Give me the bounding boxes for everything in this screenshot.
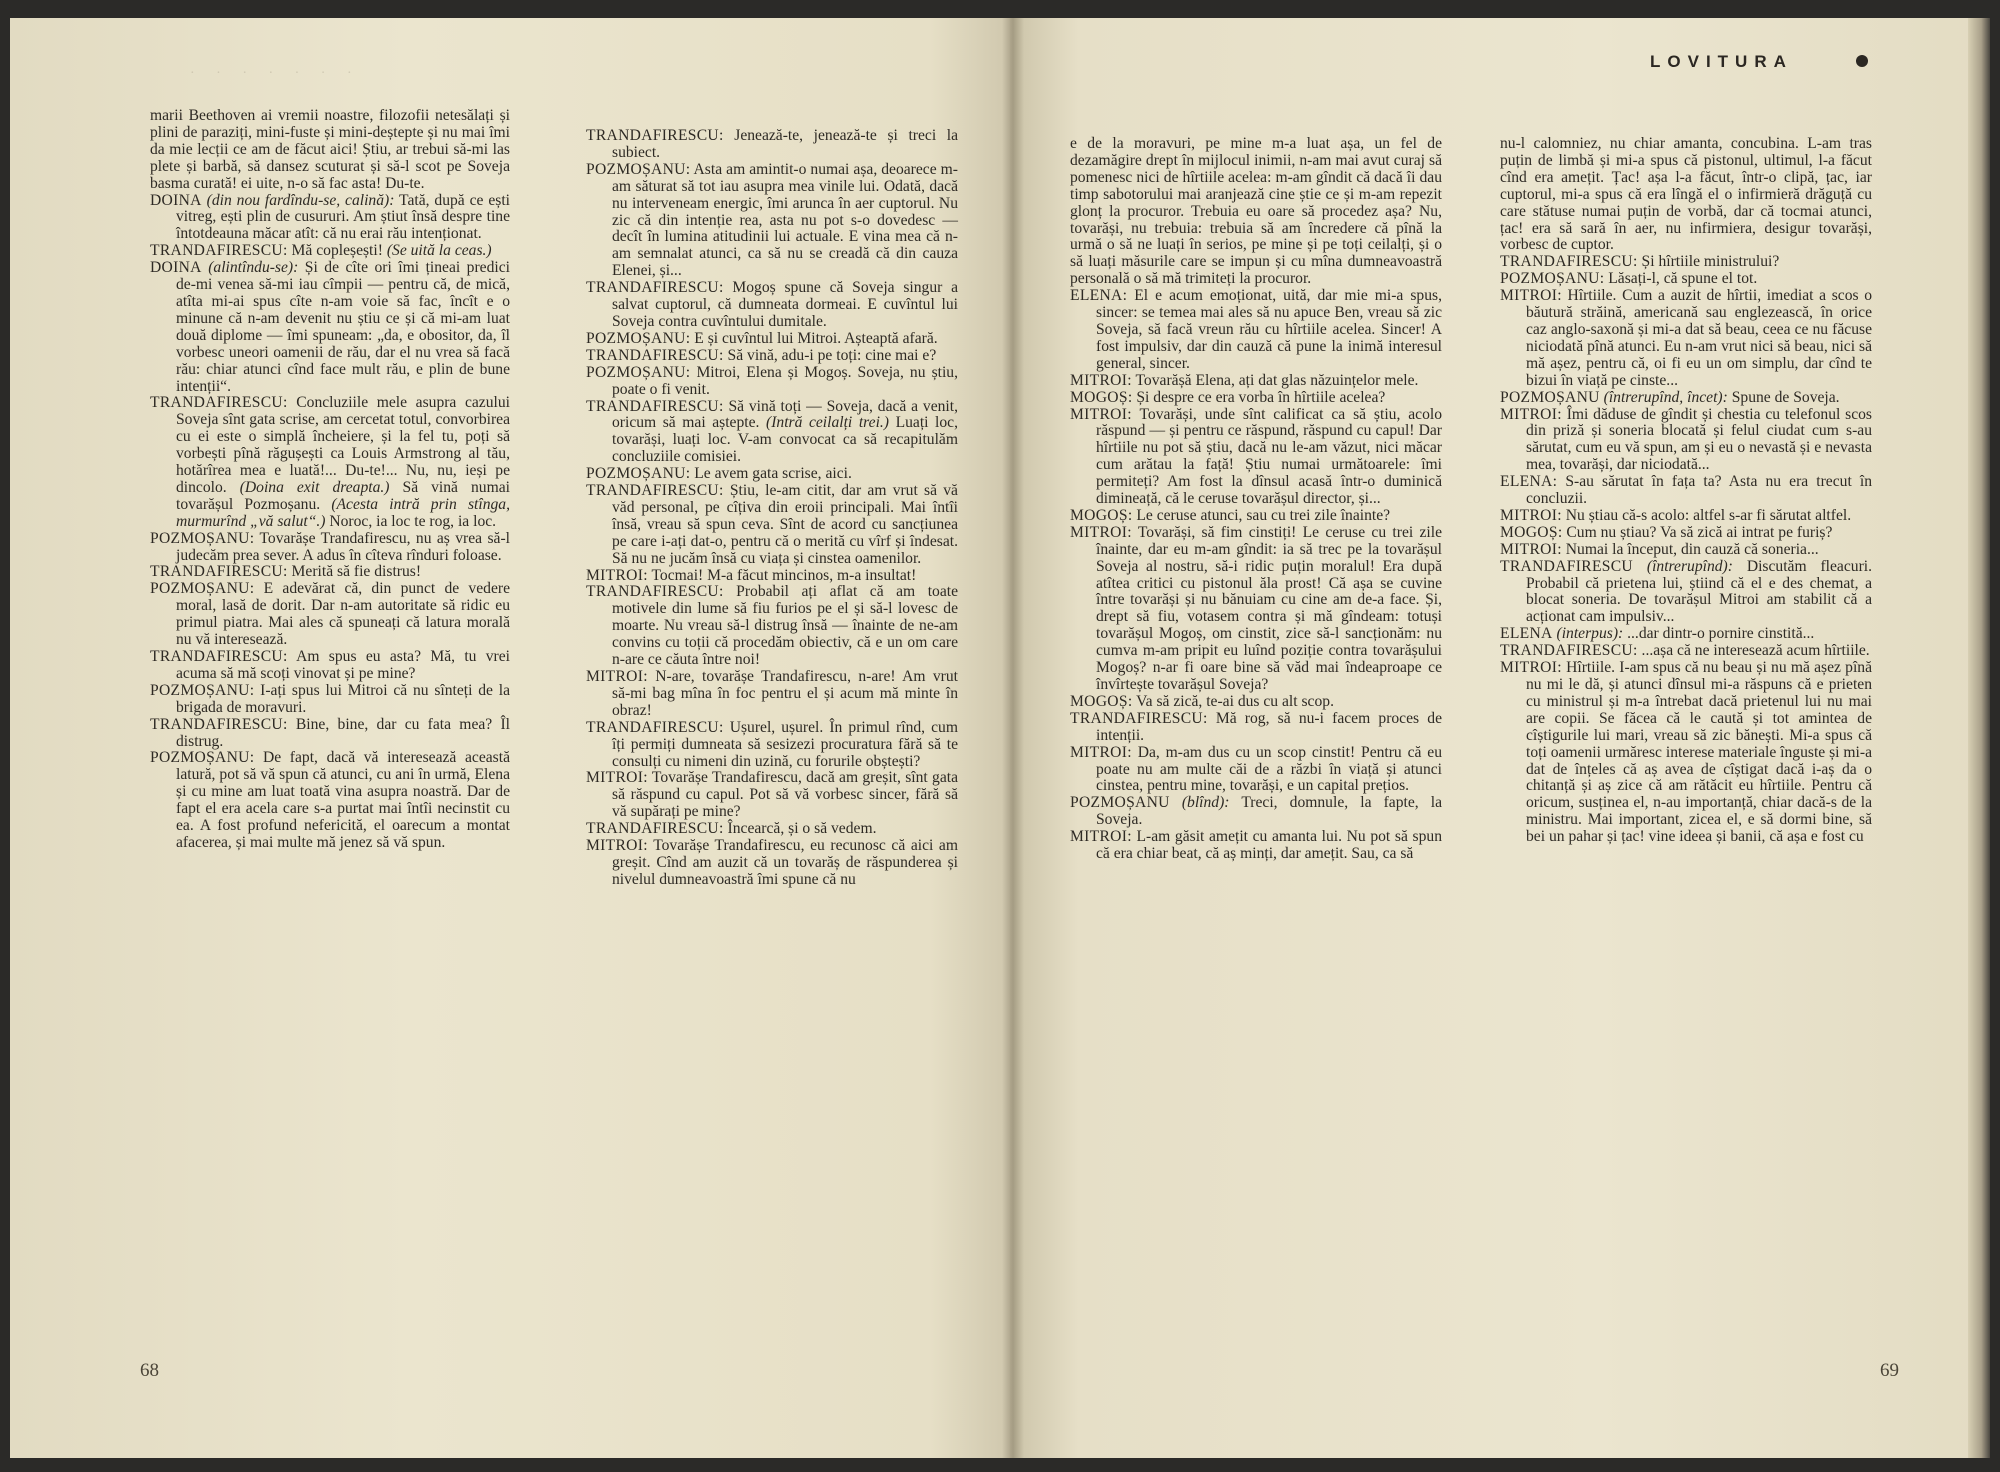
dialogue-line bbox=[586, 483, 958, 568]
stage-direction: (întrerupînd): bbox=[1646, 557, 1733, 575]
speech-text: Merită să fie distrus! bbox=[291, 563, 422, 581]
dialogue-line bbox=[1500, 288, 1872, 389]
dialogue-line bbox=[586, 770, 958, 821]
stage-direction: (din nou fardîndu-se, calină): bbox=[206, 191, 395, 209]
speaker-name: TRANDAFIRESCU: bbox=[1070, 709, 1208, 727]
speech-text: Să vină toți — Soveja, dacă a venit, oricum să mai aștepte. bbox=[612, 397, 958, 432]
speaker-name: TRANDAFIRESCU: bbox=[150, 394, 288, 412]
speaker-name: POZMOȘANU bbox=[1070, 794, 1170, 812]
speaker-name: MITROI: bbox=[1070, 405, 1132, 423]
speech-text: Încearcă, și o să vedem. bbox=[727, 820, 877, 838]
dialogue-line bbox=[586, 348, 958, 365]
speech-text: Ușurel, ușurel. În primul rînd, cum îți permiți dumneata să sesizezi procuratura fără să te consulți cu nimeni din uzină, cu forurile obștești? bbox=[612, 718, 958, 770]
speaker-name: POZMOȘANU: bbox=[150, 580, 255, 598]
dialogue-line bbox=[150, 193, 510, 244]
bullet-icon bbox=[1856, 55, 1868, 67]
dialogue-line bbox=[1070, 711, 1442, 745]
speaker-name: POZMOȘANU: bbox=[586, 329, 691, 347]
speaker-name: POZMOȘANU: bbox=[586, 465, 691, 483]
speech-text: Tovarășă Elena, ați dat glas năzuințelor mele. bbox=[1135, 371, 1419, 389]
speech-text: Treci, domnule, la fapte, la Soveja. bbox=[1096, 794, 1442, 829]
continued-paragraph bbox=[1070, 136, 1442, 288]
dialogue-line bbox=[1500, 474, 1872, 508]
speech-text: Știu, le-am citit, dar am vrut să vă văd personal, pe cîțiva din eroii principali. Mai întîi însă, vreau să spun ceva. Sînt de acord cu sancțiunea pe care i-ați dat-o, pentru că o merită cu vîrf și îndesat. Să nu ne jucăm însă cu viața și cinstea oamenilor. bbox=[612, 482, 958, 567]
speaker-name: TRANDAFIRESCU: bbox=[586, 346, 724, 364]
dialogue-line bbox=[1070, 288, 1442, 373]
speaker-name: TRANDAFIRESCU: bbox=[150, 715, 288, 733]
speaker-name: MITROI: bbox=[586, 668, 648, 685]
dialogue-line bbox=[150, 243, 510, 260]
speech-text: Mă copleșești! bbox=[291, 242, 383, 260]
stage-direction: (Acesta intră prin stînga, murmurînd „vă salut“.) bbox=[176, 495, 510, 530]
speech-text: ...dar dintr-o pornire cinstită... bbox=[1627, 625, 1815, 643]
speech-text: Noroc, ia loc te rog, ia loc. bbox=[329, 512, 497, 530]
dialogue-line bbox=[586, 821, 958, 838]
dialogue-line bbox=[1500, 407, 1872, 475]
speaker-name: MITROI: bbox=[1500, 287, 1562, 305]
speaker-name: TRANDAFIRESCU bbox=[1500, 557, 1633, 575]
dialogue-line bbox=[586, 365, 958, 399]
dialogue-line bbox=[1500, 525, 1872, 542]
left-page bbox=[10, 18, 1010, 1458]
speaker-name: TRANDAFIRESCU: bbox=[586, 482, 724, 500]
dialogue-line bbox=[586, 399, 958, 467]
speech-text: Tovarăși, unde sînt calificat ca să știu, acolo răspund — și pentru ce răspund, răspund cu capul! Dar hîrtiile nu pot să știu, dacă nu le-am văzut, nici măcar cum arătau la față! Știu numai următoarele: îmi permiteți? Am fost la dînsul acasă într-o duminică dimineață, că le ceruse tovarășul director, și... bbox=[1096, 405, 1442, 508]
dialogue-line bbox=[1070, 694, 1442, 711]
speaker-name: MITROI: bbox=[1070, 743, 1132, 761]
speaker-name: MITROI: bbox=[1500, 405, 1562, 423]
dialogue-line bbox=[1500, 559, 1872, 627]
speaker-name: ELENA bbox=[1500, 625, 1553, 643]
speaker-name: TRANDAFIRESCU: bbox=[586, 127, 724, 144]
dialogue-line bbox=[586, 466, 958, 483]
speaker-name: MITROI: bbox=[1500, 659, 1562, 677]
right-page bbox=[1010, 18, 1990, 1458]
dialogue-line bbox=[1070, 407, 1442, 508]
dialogue-line bbox=[1500, 390, 1872, 407]
dialogue-line bbox=[1500, 643, 1872, 660]
text-column-2 bbox=[586, 128, 958, 889]
speaker-name: TRANDAFIRESCU: bbox=[586, 820, 724, 838]
speech-text: Asta am amintit-o numai așa, deoarece m-am săturat să tot iau asupra mea vinile lui. Odată, dacă nu interveneam energic, îmi arunca în aer cuptorul. Nu zic că din intenție rea, asta nu pot s-o dovedesc — decît în lumina atitudinii lui actuale. E vina mea că n-am semnalat atunci, ca să nu se creadă că din cauza Elenei, și... bbox=[612, 160, 958, 280]
speaker-name: MOGOȘ: bbox=[1500, 523, 1563, 541]
stage-direction: (blînd): bbox=[1181, 794, 1230, 812]
speaker-name: TRANDAFIRESCU: bbox=[1500, 642, 1638, 660]
speech-text: Luați loc, tovarăși, luați loc. V-am convocat ca să recapitulăm concluziile comisiei. bbox=[612, 414, 958, 466]
page-edge bbox=[1968, 18, 1990, 1458]
speaker-name: TRANDAFIRESCU: bbox=[586, 718, 724, 736]
speaker-name: DOINA bbox=[150, 259, 202, 277]
speech-text: Cum nu știau? Va să zică ai intrat pe furiș? bbox=[1566, 523, 1833, 541]
stage-direction: (întrerupînd, încet): bbox=[1603, 388, 1728, 406]
dialogue-line bbox=[1070, 745, 1442, 796]
speech-text: Mă rog, să nu-i facem proces de intenții. bbox=[1096, 709, 1442, 744]
dialogue-line bbox=[586, 128, 958, 162]
speech-text: N-are, tovarășe Trandafirescu, n-are! Am vrut să-mi bag mîna în foc pentru el și acum mă minte în obraz! bbox=[612, 668, 958, 719]
speech-text: Le avem gata scrise, aici. bbox=[694, 465, 852, 483]
dialogue-line bbox=[1500, 508, 1872, 525]
speech-text: Concluziile mele asupra cazului Soveja sînt gata scrise, am cercetat totul, convorbirea cu ei este o simplă încheiere, și la fel tu, poți să vorbești pînă răgușești ca Louis Armstrong al tău, hotărîrea mea e luată!... Du-te!... Nu, nu, ieși pe dincolo. bbox=[176, 394, 510, 496]
dialogue-line bbox=[586, 568, 958, 585]
stage-direction: (Se uită la ceas.) bbox=[386, 242, 492, 260]
speaker-name: POZMOȘANU: bbox=[150, 681, 255, 699]
dialogue-line bbox=[1070, 373, 1442, 390]
speech-text: Mitroi, Elena și Mogoș. Soveja, nu știu, poate o fi venit. bbox=[612, 363, 958, 398]
dialogue-line bbox=[1500, 254, 1872, 271]
speech-text: Jenează-te, jenează-te și treci la subiect. bbox=[612, 127, 958, 161]
speaker-name: ELENA: bbox=[1070, 287, 1128, 305]
dialogue-line bbox=[150, 531, 510, 565]
text-column-1 bbox=[150, 108, 510, 852]
speech-text: Bine, bine, dar cu fata mea? Îl distrug. bbox=[176, 715, 510, 750]
dialogue-line bbox=[150, 395, 510, 530]
speech-text: Spune de Soveja. bbox=[1731, 388, 1840, 406]
speaker-name: MITROI: bbox=[1070, 523, 1132, 541]
continued-paragraph bbox=[1500, 136, 1872, 254]
speaker-name: POZMOȘANU: bbox=[586, 160, 691, 178]
speaker-name: MITROI: bbox=[1500, 506, 1562, 524]
speaker-name: POZMOȘANU: bbox=[150, 749, 255, 767]
continued-paragraph bbox=[150, 108, 510, 193]
speaker-name: TRANDAFIRESCU: bbox=[586, 279, 724, 297]
running-head: LOVITURA bbox=[1650, 52, 1793, 71]
speech-text: ...așa că ne interesează acum hîrtiile. bbox=[1641, 642, 1870, 660]
speaker-name: MITROI: bbox=[1070, 828, 1132, 846]
paragraph-text: marii Beethoven ai vremii noastre, filozofii netesălați și plini de paraziți, mini-fuste și mini-deștepte și nu mai îmi da mie lecții ce am de făcut aici! Știu, ar trebui să-mi las plete și barbă, să dansez scuturat și să-l scot pe Soveja basma curată! ei uite, n-o să fac asta! Du-te. bbox=[150, 107, 510, 192]
speaker-name: POZMOȘANU: bbox=[586, 363, 691, 381]
speech-text: Le ceruse atunci, sau cu trei zile înainte? bbox=[1136, 506, 1391, 524]
dialogue-line bbox=[586, 720, 958, 771]
speech-text: Am spus eu asta? Mă, tu vrei acuma să mă scoți vinovat și pe mine? bbox=[176, 648, 510, 682]
stage-direction: (interpus): bbox=[1556, 625, 1624, 643]
speaker-name: POZMOȘANU: bbox=[150, 529, 255, 547]
speech-text: Tovarășe Trandafirescu, eu recunosc că aici am greșit. Cînd am auzit că un tovarăș de răspunderea și nivelul dumneavoastră îmi spune că nu bbox=[612, 837, 958, 888]
dialogue-line bbox=[586, 838, 958, 889]
speech-text: Tocmai! M-a făcut mincinos, m-a insultat! bbox=[651, 566, 917, 584]
speech-text: S-au sărutat în fața ta? Asta nu era trecut în concluzii. bbox=[1526, 473, 1873, 508]
speech-text: Discutăm fleacuri. Probabil că prietena lui, știind că el e des chemat, a blocat soneria. De tovarășul Mitroi am stabilit că a acționat cam impulsiv... bbox=[1526, 557, 1872, 626]
speaker-name: MITROI: bbox=[586, 837, 648, 855]
dialogue-line bbox=[1070, 390, 1442, 407]
speech-text: E adevărat că, din punct de vedere moral, lasă de dorit. Dar n-am autoritate să ridic eu primul piatra. Mai ales că spuneați că latura morală nu vă interesează. bbox=[176, 580, 510, 649]
speaker-name: MOGOȘ: bbox=[1070, 388, 1133, 406]
speech-text: Numai la început, din cauză că soneria... bbox=[1565, 540, 1819, 558]
speaker-name: MITROI: bbox=[1070, 371, 1132, 389]
speaker-name: TRANDAFIRESCU: bbox=[150, 648, 288, 665]
dialogue-line bbox=[150, 581, 510, 649]
page-number-left: 68 bbox=[140, 1360, 159, 1381]
speaker-name: MITROI: bbox=[1500, 540, 1562, 558]
dialogue-line bbox=[150, 649, 510, 683]
speech-text: Da, m-am dus cu un scop cinstit! Pentru că eu poate nu am multe căi de a răzbi în viață și atunci cinstea, pentru mine, tovarăși, e un capital prețios. bbox=[1096, 743, 1442, 795]
speaker-name: TRANDAFIRESCU: bbox=[1500, 253, 1638, 271]
dialogue-line bbox=[1500, 660, 1872, 846]
stage-direction: (Intră ceilalți trei.) bbox=[766, 414, 889, 432]
dialogue-line bbox=[1070, 795, 1442, 829]
dialogue-line bbox=[1500, 542, 1872, 559]
speaker-name: TRANDAFIRESCU: bbox=[586, 397, 724, 415]
text-column-3 bbox=[1070, 136, 1442, 863]
dialogue-line bbox=[586, 584, 958, 669]
speaker-name: MITROI: bbox=[586, 566, 648, 584]
speech-text: Și hîrtiile ministrului? bbox=[1641, 253, 1780, 271]
paragraph-text: nu-l calomniez, nu chiar amanta, concubina. L-am tras puțin de limbă și mi-a spus că pistonul, ultimul, l-a făcut cînd era amețit. Țac! așa l-a făcut, într-o clipă, țac, iar cuptorul, mi-a spus că era lîngă el o infirmieră drăguță cu care stătuse numai puțin de vorbă, dar că tocmai atunci, țac! era să sară în aer, nu infirmiera, desigur tovarăși, vorbesc de cuptor. bbox=[1500, 135, 1872, 254]
dialogue-line bbox=[150, 750, 510, 851]
speaker-name: POZMOȘANU: bbox=[1500, 270, 1605, 288]
speaker-name: POZMOȘANU bbox=[1500, 388, 1600, 406]
speech-text: Mogoș spune că Soveja singur a salvat cuptorul, că dumneata dormeai. E cuvîntul lui Soveja contra cuvîntului dumitale. bbox=[612, 279, 958, 330]
speaker-name: MOGOȘ: bbox=[1070, 692, 1133, 710]
speech-text: Probabil ați aflat că am toate motivele din lume să fiu furios pe el și să-l lovesc de moarte. Nu vreau să-l distrug însă — înainte de ne-am convins cu toții că procedăm obiectiv, că e un om care n-are ce căuta între noi! bbox=[612, 583, 958, 669]
speaker-name: ELENA: bbox=[1500, 473, 1558, 491]
speaker-name: TRANDAFIRESCU: bbox=[150, 242, 288, 260]
speaker-name: TRANDAFIRESCU: bbox=[586, 583, 724, 601]
dialogue-line bbox=[586, 669, 958, 720]
speech-text: De fapt, dacă vă interesează această latură, pot să vă spun că atunci, cu ani în urmă, Elena și cu mine am luat toată vina asupra noastră. Dar de fapt el era acela care s-a purtat mai întîi necinstit cu ea. A fost profund nefericită, el oarecum a montat afacerea, și mai multe mă jenez să vă spun. bbox=[176, 749, 510, 851]
stage-direction: (Doina exit dreapta.) bbox=[239, 478, 390, 496]
speaker-name: TRANDAFIRESCU: bbox=[150, 563, 288, 581]
speech-text: Tovarășe Trandafirescu, nu aș vrea să-l judecăm prea sever. A adus în cîteva rînduri foloase. bbox=[176, 529, 510, 564]
speech-text: E și cuvîntul lui Mitroi. Așteaptă afară. bbox=[694, 329, 938, 347]
speaker-name: MITROI: bbox=[586, 769, 648, 787]
speech-text: Tovarășe Trandafirescu, dacă am greșit, sînt gata să răspund cu capul. Pot să vă vorbesc sincer, fără să vă supărați pe mine? bbox=[612, 769, 958, 821]
dialogue-line bbox=[150, 683, 510, 717]
page-number-right: 69 bbox=[1880, 1360, 1899, 1381]
stage-direction: (alintîndu-se): bbox=[208, 259, 299, 277]
speech-text: Tovarăși, să fim cinstiți! Le ceruse cu trei zile înainte, dar eu m-am gîndit: ia să trec pe la tovarășul Soveja al nostru, să-i ridic puțin moralul! Era după atîtea critici cu pistonul ăla prost! Că așa se cuvine între tovarăși și nu bănuiam cu cine am de-a face. Și, drept să fiu, votasem contra și mă gîndeam: totuși tovarășul Mogoș, om cinstit, zice să-l sancționăm: nu cumva m-am pripit eu luînd poziție contra tovarășului Mogoș? n-ar fi oare bine să văd mai îndeaproape ce învîrtește tovarășul Soveja? bbox=[1096, 523, 1442, 693]
speaker-name: MOGOȘ: bbox=[1070, 506, 1133, 524]
speech-text: Îmi dăduse de gîndit și chestia cu telefonul scos din priză și soneria blocată și felul ciudat cum s-au sărutat, cum eu vă spun, am și eu o nevastă și e nevasta mea, tovarăși, dar niciodată... bbox=[1526, 405, 1872, 474]
speech-text: Nu știau că-s acolo: altfel s-ar fi sărutat altfel. bbox=[1565, 506, 1852, 524]
speech-text: Va să zică, te-ai dus cu alt scop. bbox=[1136, 692, 1334, 710]
dialogue-line bbox=[150, 717, 510, 751]
speech-text: Să vină numai tovarășul Pozmoșanu. bbox=[176, 478, 510, 513]
speaker-name: DOINA bbox=[150, 191, 202, 209]
dialogue-line bbox=[1500, 271, 1872, 288]
speech-text: Să vină, adu-i pe toți: cine mai e? bbox=[727, 346, 937, 364]
dialogue-line bbox=[586, 280, 958, 331]
speech-text: I-ați spus lui Mitroi că nu sînteți de la brigada de moravuri. bbox=[176, 681, 510, 716]
speech-text: Și despre ce era vorba în hîrtiile acelea? bbox=[1136, 388, 1386, 406]
speech-text: L-am găsit amețit cu amanta lui. Nu pot să spun că era chiar beat, că aș minți, dar amețit. Sau, ca să bbox=[1096, 828, 1442, 863]
dialogue-line bbox=[586, 331, 958, 348]
dialogue-line bbox=[1070, 508, 1442, 525]
speech-text: Lăsați-l, că spune el tot. bbox=[1608, 270, 1758, 288]
speech-text: Și de cîte ori îmi țineai predici de-mi venea să-mi iau cîmpii — pentru că, de mică, atîta mi-ai spus cîte n-am voie să fac, încît e o minune că n-am devenit nu știu ce și că mi-am luat două diplome — îmi spuneam: „da, e obositor, da, îl vorbesc uneori oamenii de rău, dar el nu vrea să facă rău: chiar atunci cînd face mult rău, e plin de bune intenții“. bbox=[176, 259, 510, 395]
speech-text: Hîrtiile. I-am spus că nu beau și nu mă așez pînă nu mi le dă, și atunci dînsul mi-a răspuns că e prieten cu ministrul și m-a întrebat dacă prietenul lui nu mai are copii. Se făcea că le caută și tot amintea de cîștigurile lui mari, vreau să zic bănești. Mi-a spus că toți oamenii urmăresc interese materiale înguste și mi-a dat de înțeles că aș avea de cîștigat dacă i-aș da o chitanță și aș zice că am rătăcit eu hîrtiile. Pentru că oricum, susținea el, n-au importanță, chiar dacă-s de la ministru. Mai important, zicea el, e să dormi bine, să bei un pahar și țac! vine ideea și banii, că așa e fost cu bbox=[1526, 659, 1873, 846]
paragraph-text: e de la moravuri, pe mine m-a luat așa, un fel de dezamăgire drept în mijlocul inimii, n-am mai avut curaj să pomenesc nici de hîrtiile acelea: m-am gîndit că dacă îi dau timp sabotorului mai aranjează cine știe ce și m-am repezit glonț la procuror. Trebuia eu oare să procedez așa? Nu, tovarăși, nu trebuia: trebuia să am încredere că pînă la urmă o să ne luați în serios, pe mine și pe toți ceilalți, și o să luați măsurile care se impun și cu mîna dumneavoastră personală o să mă trimiteți la procuror. bbox=[1070, 135, 1442, 288]
speech-text: El e acum emoționat, uită, dar mie mi-a spus, sincer: se temea mai ales să nu apuce Ben, vreau să zic Soveja, să facă vreun rău cu hîrtiile acelea. Sincer! A fost impulsiv, dar din cauză că pune la inimă interesul general, sincer. bbox=[1096, 287, 1442, 372]
speech-text: Tată, după ce ești vitreg, ești plin de cusururi. Am știut însă despre tine întotdeauna măcar atît: că nu erai rău intenționat. bbox=[176, 191, 510, 243]
text-column-4 bbox=[1500, 136, 1872, 846]
dialogue-line bbox=[1070, 829, 1442, 863]
dialogue-line bbox=[150, 564, 510, 581]
book-gutter bbox=[1002, 18, 1024, 1458]
dialogue-line bbox=[1500, 626, 1872, 643]
dialogue-line bbox=[586, 162, 958, 280]
dialogue-line bbox=[1070, 525, 1442, 694]
dialogue-line bbox=[150, 260, 510, 395]
book-spread bbox=[10, 18, 1990, 1458]
speech-text: Hîrtiile. Cum a auzit de hîrtii, imediat a scos o băutură străină, americană sau englezească, în orice caz anglo-saxonă și mi-a dat să beau, ceea ce nu făcuse niciodată pînă atunci. Eu n-am vrut nici să beau, nici să mă așez, pentru că, oi fi eu un om simplu, dar cînd te bizui în viață pe cinste... bbox=[1526, 287, 1872, 389]
ghost-show-through: · · · · · · · bbox=[190, 66, 361, 81]
